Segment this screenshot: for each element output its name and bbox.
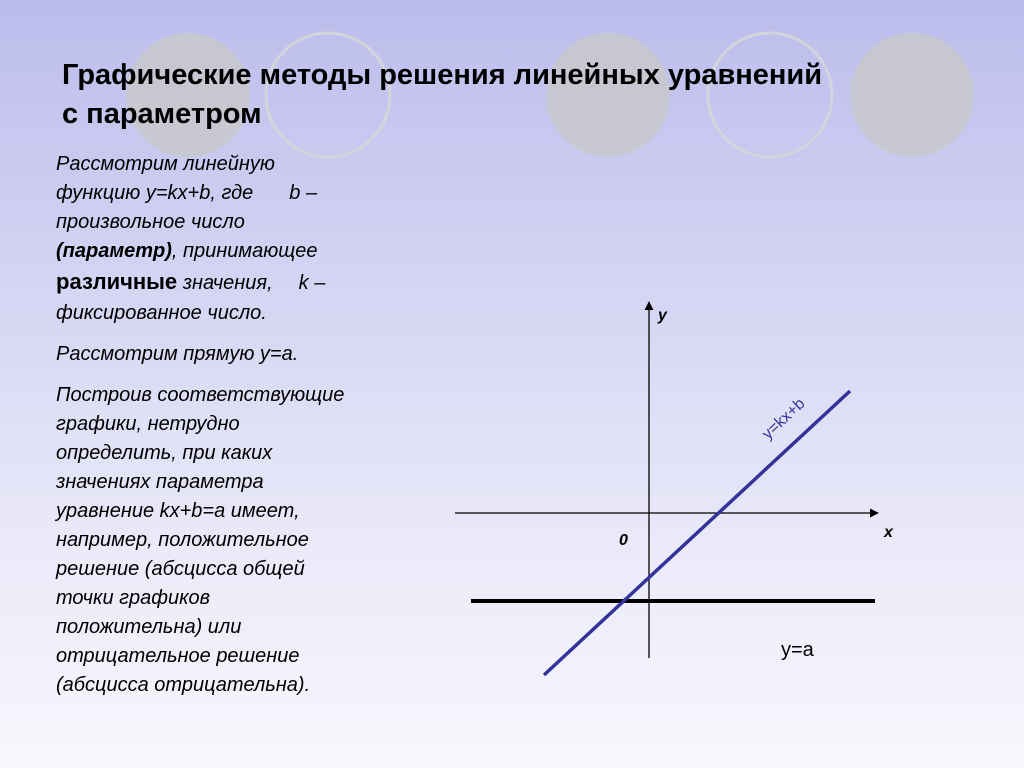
- p1-parameter-word: (параметр): [56, 240, 172, 262]
- p1-line4-rest: , принимающее: [171, 240, 318, 262]
- p3-line: значениях параметра: [56, 471, 264, 493]
- horizontal-line-label: y=a: [781, 639, 814, 661]
- p3-line: например, положительное: [56, 529, 309, 551]
- p3-line: решение (абсцисса общей: [56, 558, 305, 580]
- p3-line: положительна) или: [56, 616, 242, 638]
- paragraph-line: [56, 340, 436, 369]
- p1-line2: [56, 179, 436, 208]
- p1-line4: [56, 237, 436, 266]
- p1-line5-rest: значения,: [177, 272, 273, 294]
- p1-line5-k: k –: [298, 272, 326, 294]
- body-text: [56, 150, 436, 712]
- p1-line2-b: b –: [289, 182, 318, 204]
- origin-label: 0: [619, 532, 628, 549]
- p1-different-word: различные: [56, 269, 178, 294]
- slide-title-line1: Графические методы решения линейных уравнений: [62, 59, 823, 91]
- p1-line6: фиксированное число.: [56, 302, 267, 324]
- p1-line3: произвольное число: [56, 211, 245, 233]
- p3-line: Построив соответствующие: [56, 384, 345, 406]
- x-axis-label: x: [884, 524, 893, 541]
- p3-line: уравнение kx+b=a имеет,: [56, 500, 300, 522]
- slide-title: [62, 56, 1002, 134]
- p1-line1: Рассмотрим линейную: [56, 153, 275, 175]
- p3-line: точки графиков: [56, 587, 211, 609]
- p3-line: отрицательное решение: [56, 645, 300, 667]
- paragraph-function: [56, 150, 436, 328]
- p3-line: графики, нетрудно: [56, 413, 240, 435]
- slide-title-line2: с параметром: [62, 98, 262, 130]
- p3-line: (абсцисса отрицательна).: [56, 674, 311, 696]
- line-y-kx-b: [544, 391, 850, 675]
- paragraph-conclusion: [56, 381, 436, 700]
- p1-line2-a: функцию y=kx+b, где: [56, 182, 254, 204]
- y-axis-label: y: [658, 307, 667, 324]
- p3-line: определить, при каких: [56, 442, 273, 464]
- graph: [440, 290, 920, 690]
- line-label: y=kx+b: [759, 395, 809, 443]
- p2-line: Рассмотрим прямую y=a.: [56, 343, 299, 365]
- p1-line5: [56, 266, 436, 299]
